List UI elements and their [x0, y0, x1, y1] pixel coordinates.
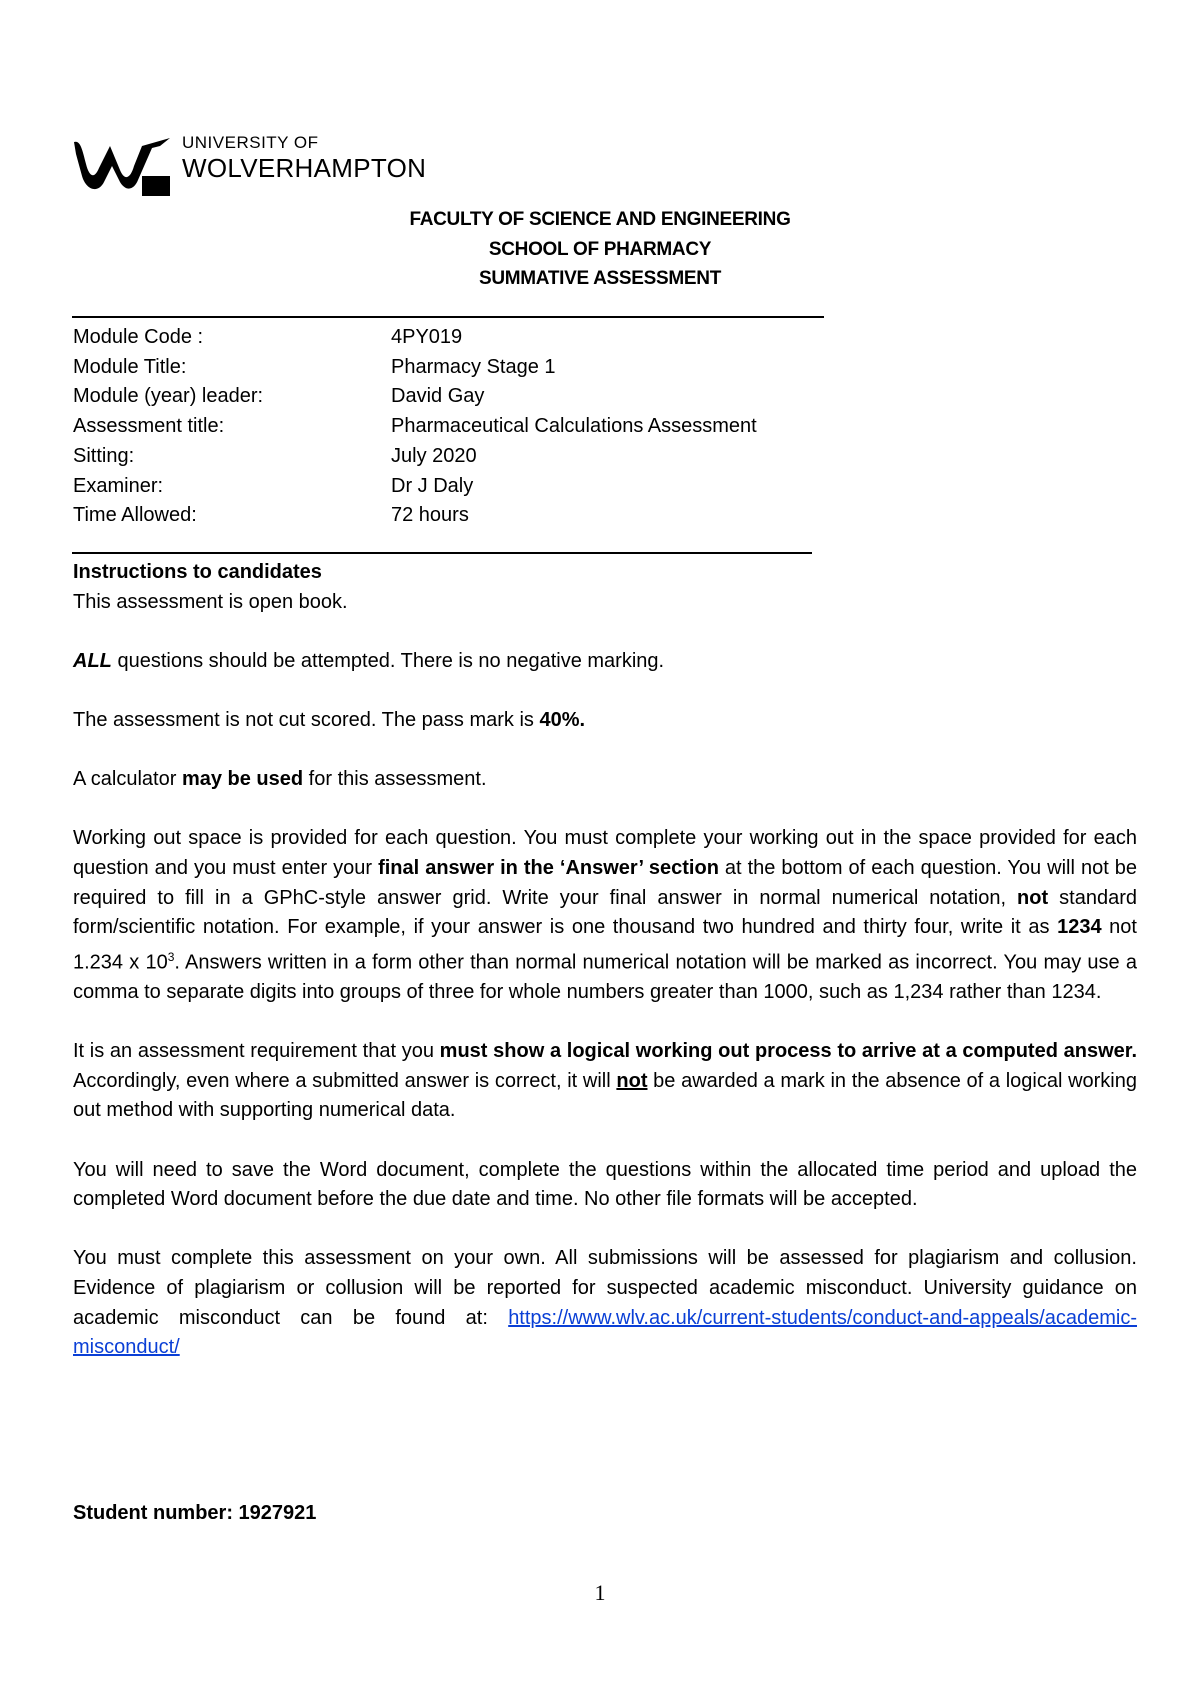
- detail-label: Module (year) leader:: [73, 385, 264, 408]
- working-out-note: Working out space is provided for each question. You must complete your working out in the space provided for each question and you must enter your final answer in the ‘Answer’ section at the bottom of each question. You will not be required to fill in a GPhC-style answer grid. Write your final answer in normal numerical notation, not standard form/scientific notation. For example, if your answer is one thousand two hundred and thirty four, write it as 1234 not 1.234 x $10^3$. Answers written in a form other than normal numerical notation will be marked as incorrect. You may use a comma to separate digits into groups of three for whole numbers greater than 1000, such as 1,234 rather than 1234.: [73, 827, 1137, 1003]
- assessment-type: SUMMATIVE ASSESSMENT: [478, 268, 722, 289]
- instructions-section: [73, 558, 1137, 1363]
- requirement-note: It is an assessment requirement that you must show a logical working out process to arrive at a computed answer. Accordingly, even where a submitted answer is correct, it will not be awarded a mark in the absence of a logical working out method with supporting numerical data.: [73, 1040, 1138, 1122]
- misconduct-note: You must complete this assessment on your own. All submissions will be assessed for plagiarism and collusion. Evidence of plagiarism or collusion will be reported for suspected academic misconduct. University guidance on academic misconduct can be found at: https://www.wlv.ac.uk/current-students/conduct-and-appeals/academic-misconduct/: [73, 1247, 1137, 1359]
- university-logo: [72, 130, 427, 200]
- university-crest-logo: [72, 136, 172, 198]
- page-number: 1: [594, 1580, 606, 1605]
- detail-value: Pharmaceutical Calculations Assessment: [391, 415, 757, 438]
- detail-value: 72 hours: [391, 504, 469, 527]
- detail-label: Time Allowed:: [73, 504, 197, 527]
- calculator-note: A calculator may be used for this assessment.: [73, 768, 487, 791]
- faculty-title: FACULTY OF SCIENCE AND ENGINEERING: [409, 209, 791, 230]
- detail-value: Dr J Daly: [391, 474, 474, 497]
- document-heading: [0, 205, 1200, 294]
- detail-value: Pharmacy Stage 1: [391, 355, 556, 378]
- detail-value: July 2020: [391, 444, 477, 467]
- top-divider: [72, 316, 824, 318]
- detail-row: [73, 472, 757, 502]
- detail-value: 4PY019: [391, 326, 463, 348]
- detail-row: [73, 412, 757, 442]
- pass-mark-note: The assessment is not cut scored. The pass mark is 40%.: [73, 708, 586, 731]
- school-title: SCHOOL OF PHARMACY: [488, 238, 712, 260]
- detail-label: Module Title:: [73, 355, 187, 378]
- detail-row: [73, 353, 757, 383]
- detail-value: David Gay: [391, 385, 485, 408]
- detail-label: Module Code :: [73, 326, 204, 348]
- logo-line-1: UNIVERSITY OF: [182, 133, 319, 152]
- attempt-all-note: ALL questions should be attempted. There is no negative marking.: [73, 649, 665, 672]
- detail-label: Sitting:: [73, 444, 135, 467]
- detail-label: Assessment title:: [73, 415, 225, 438]
- detail-row: [73, 442, 757, 472]
- detail-row: [73, 382, 757, 412]
- detail-row: [73, 323, 757, 353]
- module-details: [73, 323, 757, 531]
- bottom-divider: [72, 552, 812, 554]
- detail-row: [73, 501, 757, 531]
- open-book-note: This assessment is open book.: [73, 590, 348, 613]
- logo-line-2: WOLVERHAMPTON: [182, 153, 427, 183]
- save-note: You will need to save the Word document, complete the questions within the allocated time period and upload the completed Word document before the due date and time. No other file formats will be accepted.: [73, 1158, 1137, 1211]
- detail-label: Examiner:: [73, 474, 164, 497]
- instructions-title: Instructions to candidates: [73, 561, 322, 583]
- student-number: Student number: 1927921: [73, 1502, 317, 1524]
- misconduct-link[interactable]: https://www.wlv.ac.uk/current-students/conduct-and-appeals/academic-misconduct/: [73, 1306, 1137, 1359]
